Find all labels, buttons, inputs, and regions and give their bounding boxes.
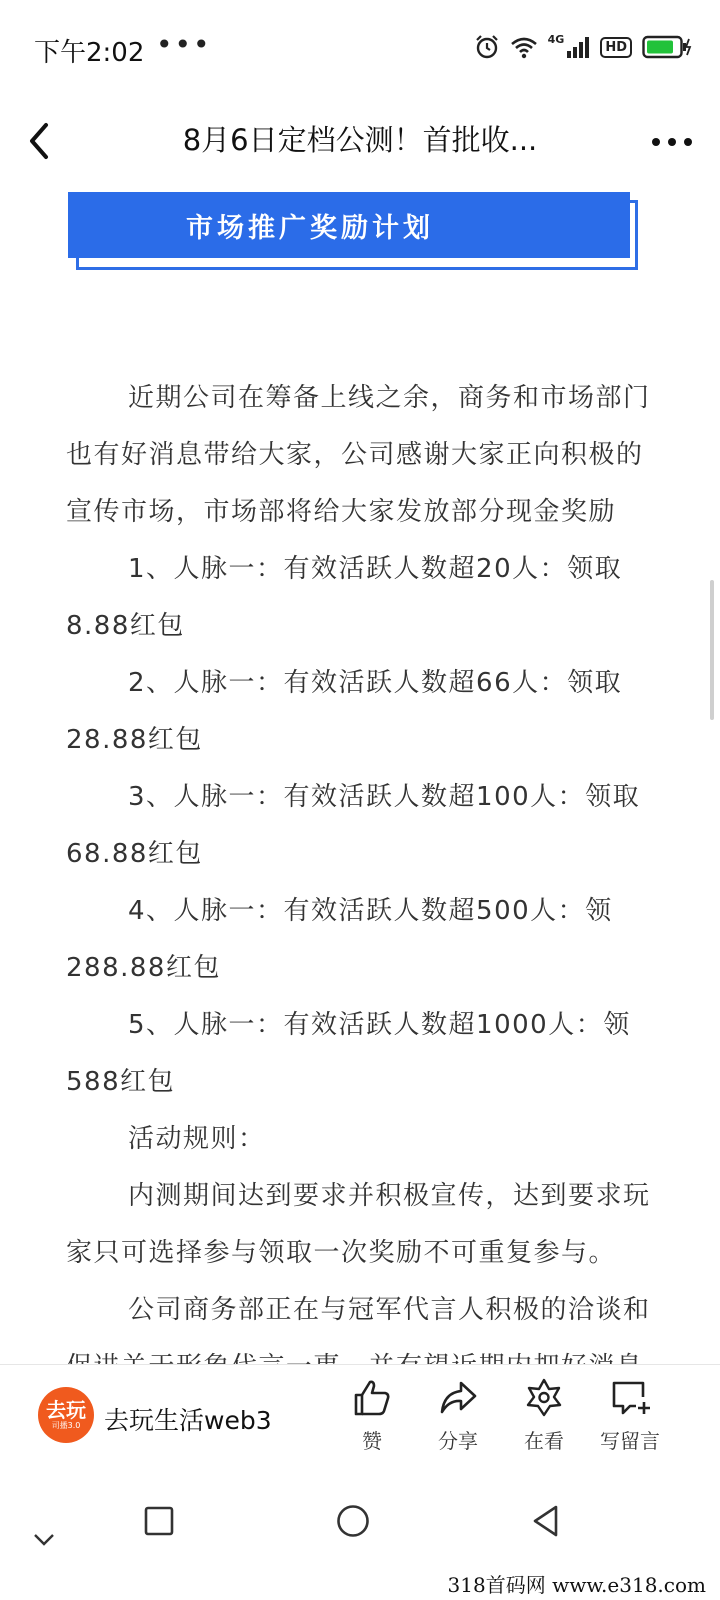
article-paragraph-tier-3: 3、人脉一：有效活跃人数超100人：领取68.88红包: [66, 782, 641, 869]
home-icon[interactable]: [336, 1504, 370, 1538]
article-paragraph-tier-5: 5、人脉一：有效活跃人数超1000人：领588红包: [66, 1010, 631, 1097]
status-bar: [0, 0, 720, 96]
more-options-icon[interactable]: [644, 122, 700, 162]
status-notification-dots: •••: [156, 28, 212, 61]
banner-title: 市场推广奖励计划: [186, 212, 434, 244]
article-paragraph-endorsement: 公司商务部正在与冠军代言人积极的洽谈和: [128, 1295, 651, 1325]
write-comment-label: 写留言: [600, 1429, 660, 1453]
thumbs-up-icon: [351, 1377, 393, 1419]
article-paragraph-tier-2: 2、人脉一：有效活跃人数超66人：领取28.88红包: [66, 668, 623, 755]
star-flower-icon: [523, 1377, 565, 1419]
watermark-text: 318首码网 www.e318.com: [444, 1569, 710, 1598]
signal-icon: [566, 35, 590, 59]
account-logo-subtext: 司播3.0: [51, 1421, 81, 1430]
section-banner: [68, 192, 638, 272]
write-comment-button[interactable]: [590, 1377, 670, 1454]
bottom-action-bar: [0, 1364, 720, 1490]
share-button[interactable]: [418, 1377, 498, 1454]
alarm-icon: [474, 34, 500, 60]
share-label: 分享: [438, 1429, 478, 1453]
back-triangle-icon[interactable]: [530, 1504, 562, 1538]
nav-bar: [0, 96, 720, 186]
battery-icon: [642, 35, 692, 59]
account-logo-text: 去玩: [46, 1398, 86, 1422]
network-type: 4G: [547, 32, 565, 46]
article-paragraph-tier-4: 4、人脉一：有效活跃人数超500人：领288.88红包: [66, 896, 613, 983]
article-paragraph-intro: 近期公司在筹备上线之余，商务和市场部门也有好消息带给大家，公司感谢大家正向积极的宣传市场，市场部将给大家发放部分现金奖励: [66, 383, 651, 527]
chevron-down-icon[interactable]: [32, 1532, 56, 1548]
banner-box: [68, 192, 630, 258]
recent-apps-icon[interactable]: [144, 1506, 174, 1536]
back-arrow-icon[interactable]: [22, 116, 72, 166]
status-icons: [474, 30, 692, 64]
status-time: 下午2:02: [34, 38, 145, 68]
article-paragraph-tier-1: 1、人脉一：有效活跃人数超20人：领取8.88红包: [66, 554, 623, 641]
article-body: [66, 370, 656, 1396]
watching-label: 在看: [524, 1429, 564, 1453]
account-name[interactable]: 去玩生活web3: [104, 1406, 272, 1435]
like-button[interactable]: [332, 1377, 412, 1454]
comment-add-icon: [609, 1377, 651, 1419]
system-nav-bar: [0, 1490, 720, 1600]
scrollbar-thumb[interactable]: [710, 580, 714, 720]
like-label: 赞: [362, 1429, 382, 1453]
page-title: 8月6日定档公测！首批收...: [182, 123, 538, 157]
article-paragraph-rules: 内测期间达到要求并积极宣传，达到要求玩家只可选择参与领取一次奖励不可重复参与。: [66, 1181, 651, 1268]
hd-badge: HD: [600, 37, 632, 58]
watching-button[interactable]: [504, 1377, 584, 1454]
wifi-icon: [510, 35, 538, 59]
article-paragraph-rules-heading: 活动规则：: [128, 1124, 266, 1154]
account-avatar[interactable]: [38, 1387, 94, 1443]
share-arrow-icon: [437, 1377, 479, 1419]
